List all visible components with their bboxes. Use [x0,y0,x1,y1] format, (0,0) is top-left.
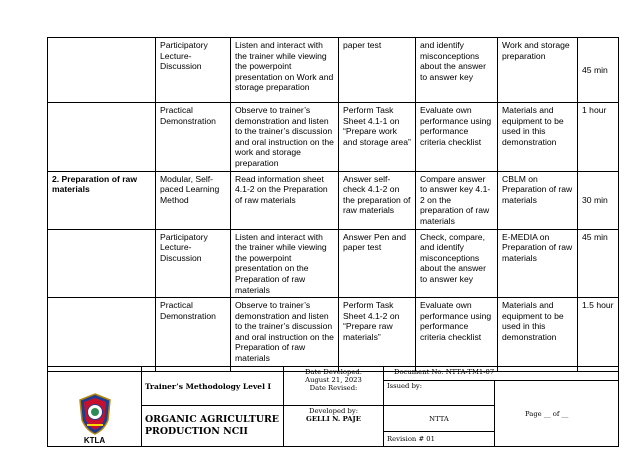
practice-cell: Answer self-check 4.1-2 on the preparation of raw materials [339,171,416,229]
ktla-logo [78,392,112,436]
revision-number: Revision # 01 [384,432,495,447]
table-row [48,103,619,172]
method-cell: Participatory Lecture-Discussion [156,38,231,103]
date-developed-label: Date Developed: [304,368,363,376]
developed-by-block [284,406,384,447]
program-title: ORGANIC AGRICULTURE PRODUCTION NCII [142,406,284,447]
method-cell: Participatory Lecture-Discussion [156,229,231,298]
presentation-cell: Read information sheet 4.1-2 on the Preparation of raw materials [231,171,339,229]
document-footer [47,366,619,447]
presentation-cell: Observe to trainer’s demonstration and listen to the trainer’s discussion and oral instruction on the work and storage preparation [231,103,339,172]
date-developed-block [284,367,384,406]
time-cell: 45 min [578,229,619,298]
method-cell: Modular, Self-paced Learning Method [156,171,231,229]
practice-cell: paper test [339,38,416,103]
outcome-cell [48,298,156,372]
outcome-cell [48,38,156,103]
feedback-cell: Evaluate own performance using performance criteria checklist [416,103,498,172]
time-cell: 45 min [578,38,619,103]
practice-cell: Answer Pen and paper test [339,229,416,298]
resources-cell: Materials and equipment to be used in this demonstration [498,298,578,372]
developed-by-value: GELLI N. PAJE [306,415,361,423]
course-title: Trainer’s Methodology Level I [142,367,284,406]
resources-cell: Work and storage preparation [498,38,578,103]
issued-by-label: Issued by: [384,381,495,406]
outcome-cell: 2. Preparation of raw materials [48,171,156,229]
feedback-cell: Check, compare, and identify misconceptions about the answer to answer key [416,229,498,298]
method-cell: Practical Demonstration [156,298,231,372]
table-row [48,229,619,298]
method-cell: Practical Demonstration [156,103,231,172]
outcome-cell [48,103,156,172]
date-revised-label: Date Revised: [309,384,358,392]
table-row [48,38,619,103]
date-developed-value: August 21, 2023 [305,376,362,384]
presentation-cell: Listen and interact with the trainer while viewing the powerpoint presentation on Work and storage preparation [231,38,339,103]
resources-cell: Materials and equipment to be used in this demonstration [498,103,578,172]
feedback-cell: and identify misconceptions about the answer to answer key [416,38,498,103]
resources-cell: E-MEDIA on Preparation of raw materials [498,229,578,298]
session-plan-table [47,37,619,372]
issued-by-value: NTTA [384,406,495,432]
table-row [48,171,619,229]
page-number: Page __ of __ [495,381,619,447]
time-cell: 1.5 hour [578,298,619,372]
time-cell: 30 min [578,171,619,229]
practice-cell: Perform Task Sheet 4.1-1 on “Prepare work and storage area” [339,103,416,172]
practice-cell: Perform Task Sheet 4.1-2 on “Prepare raw materials” [339,298,416,372]
resources-cell: CBLM on Preparation of raw materials [498,171,578,229]
time-cell: 1 hour [578,103,619,172]
outcome-cell [48,229,156,298]
table-row [48,298,619,372]
document-number: Document No. NTTA-TM1-07 [384,367,619,381]
presentation-cell: Observe to trainer’s demonstration and listen to the trainer’s discussion and oral instruction on the Preparation of raw materials [231,298,339,372]
logo-label: KTLA [83,436,106,445]
developed-by-label: Developed by: [309,407,358,415]
logo-cell [48,367,142,447]
feedback-cell: Evaluate own performance using performance criteria checklist [416,298,498,372]
presentation-cell: Listen and interact with the trainer while viewing the powerpoint presentation on the Preparation of raw materials [231,229,339,298]
feedback-cell: Compare answer to answer key 4.1-2 on the preparation of raw materials [416,171,498,229]
